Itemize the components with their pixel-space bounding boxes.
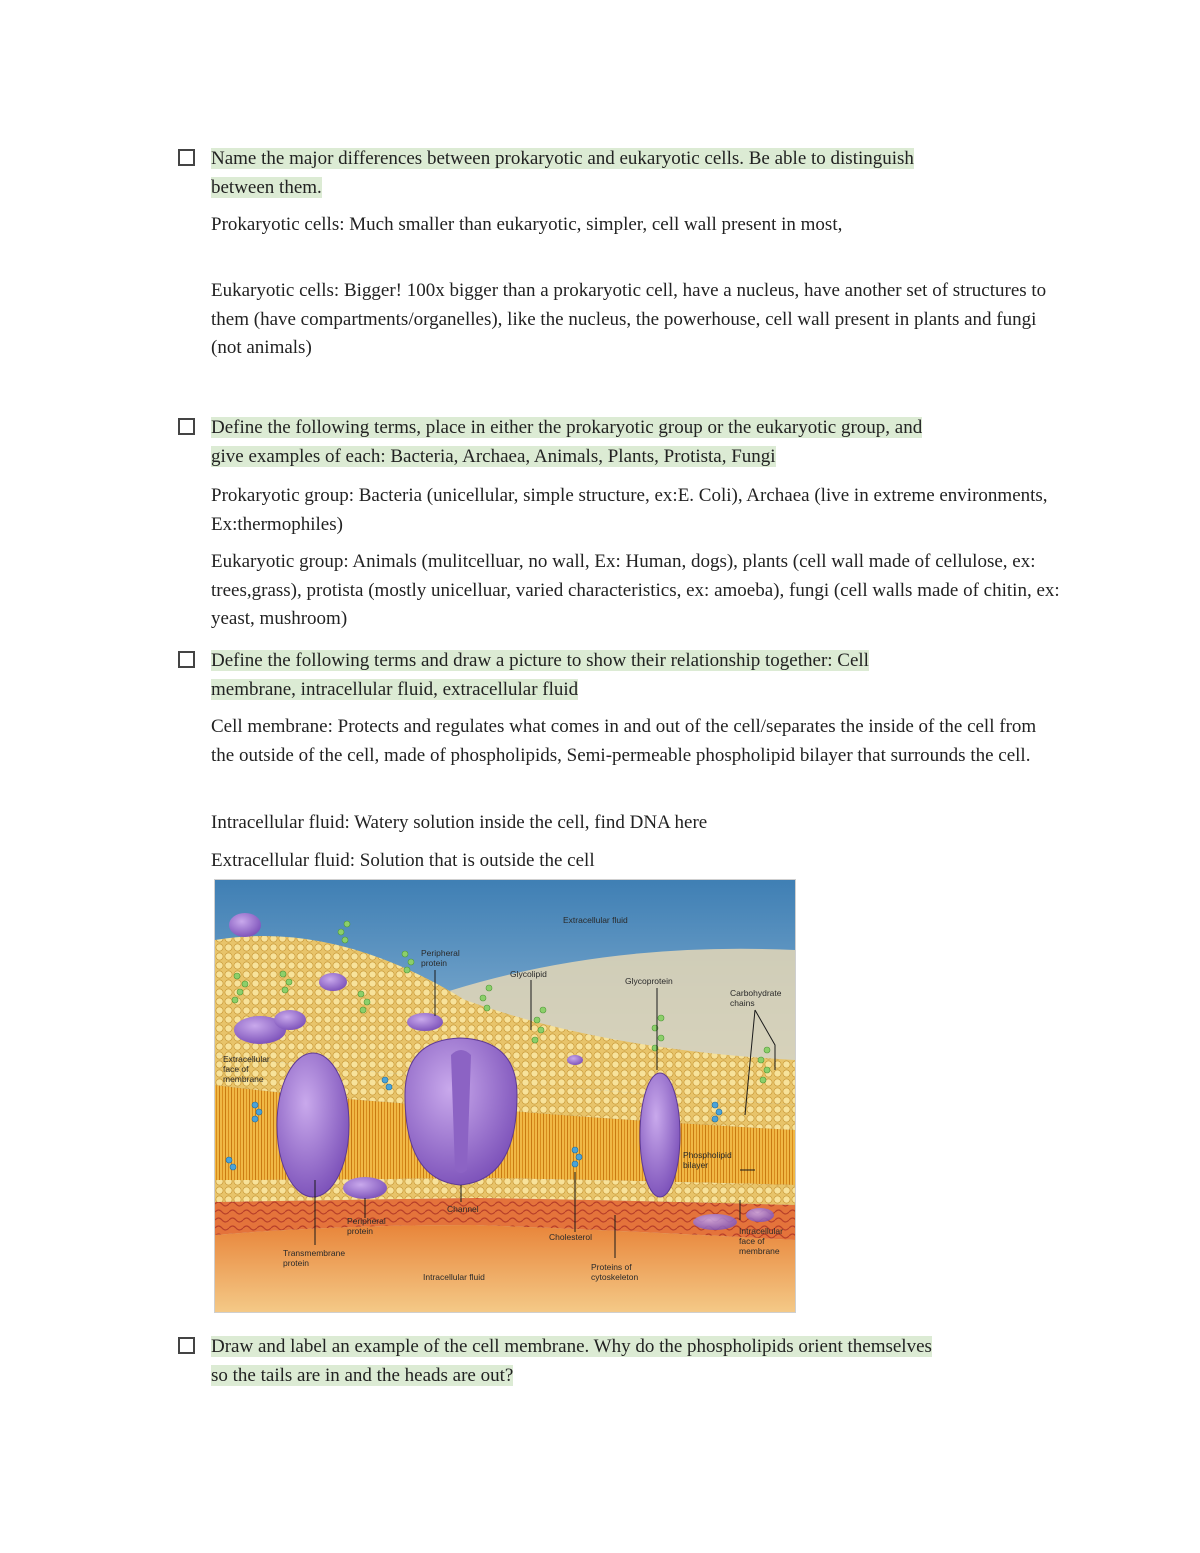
glycoprotein: [640, 1073, 680, 1197]
intracellular-region: [215, 1225, 795, 1312]
answer-prokaryotic-cells: Prokaryotic cells: Much smaller than eukaryotic, simpler, cell wall present in most,: [211, 214, 843, 235]
checkbox-icon[interactable]: [178, 651, 195, 668]
label-cholesterol: Cholesterol: [549, 1232, 592, 1242]
question-4: [178, 1333, 1058, 1390]
question-3-prompt: Define the following terms and draw a picture to show their relationship together: Cell membrane, intracellular fluid, extracellular fluid: [211, 650, 869, 700]
label-intracellular-fluid: Intracellular fluid: [423, 1272, 485, 1282]
label-glycolipid: Glycolipid: [510, 969, 547, 979]
label-glycoprotein: Glycoprotein: [625, 976, 673, 986]
answer-prokaryotic-group: Prokaryotic group: Bacteria (unicellular, simple structure, ex:E. Coli), Archaea (live in extreme environments, Ex:thermophiles): [211, 485, 1048, 535]
label-cytoskeleton: Proteins of: [591, 1262, 632, 1272]
answer-extracellular-fluid: Extracellular fluid: Solution that is outside the cell: [211, 850, 595, 871]
answer-cell-membrane: Cell membrane: Protects and regulates what comes in and out of the cell/separates the inside of the cell from the outside of the cell, made of phospholipids, Semi-permeable phospholipid bilayer that surrounds the cell.: [211, 716, 1037, 766]
checkbox-icon[interactable]: [178, 1337, 195, 1354]
question-2-prompt: Define the following terms, place in either the prokaryotic group or the eukaryotic group, and give examples of each: Bacteria, Archaea, Animals, Plants, Protista, Fungi: [211, 417, 923, 467]
svg-text:bilayer: bilayer: [683, 1160, 709, 1170]
checkbox-icon[interactable]: [178, 149, 195, 166]
label-channel: Channel: [447, 1204, 479, 1214]
question-1: [178, 145, 1058, 202]
label-intracellular-face: Intracellular: [739, 1226, 783, 1236]
svg-text:protein: protein: [347, 1226, 373, 1236]
svg-text:cytoskeleton: cytoskeleton: [591, 1272, 639, 1282]
svg-text:chains: chains: [730, 998, 755, 1008]
question-4-prompt: Draw and label an example of the cell membrane. Why do the phospholipids orient themselves so the tails are in and the heads are out?: [211, 1336, 932, 1386]
answer-eukaryotic-cells: Eukaryotic cells: Bigger! 100x bigger than a prokaryotic cell, have a nucleus, have another set of structures to them (have compartments/organelles), like the nucleus, the powerhouse, cell wall present in plants and fungi (not animals): [211, 280, 1047, 358]
svg-text:face of: face of: [223, 1064, 249, 1074]
label-peripheral-protein-bottom: Peripheral: [347, 1216, 386, 1226]
svg-text:protein: protein: [421, 958, 447, 968]
svg-text:face of: face of: [739, 1236, 765, 1246]
label-peripheral-protein-top: Peripheral: [421, 948, 460, 958]
label-extracellular-face: Extracellular: [223, 1054, 270, 1064]
checkbox-icon[interactable]: [178, 418, 195, 435]
answer-eukaryotic-group: Eukaryotic group: Animals (mulitcelluar, no wall, Ex: Human, dogs), plants (cell wall made of cellulose, ex: trees,grass), protista (mostly unicelluar, varied characteristics, ex: amoeba), fungi (cell walls made of chitin, ex: yeast, mushroom): [211, 551, 1060, 629]
peripheral-protein-bottom: [343, 1177, 387, 1199]
svg-text:membrane: membrane: [739, 1246, 780, 1256]
question-1-prompt: Name the major differences between prokaryotic and eukaryotic cells. Be able to distinguish between them.: [211, 148, 914, 198]
svg-text:protein: protein: [283, 1258, 309, 1268]
label-phospholipid-bilayer: Phospholipid: [683, 1150, 732, 1160]
transmembrane-protein: [277, 1053, 349, 1197]
peripheral-protein-top: [407, 1013, 443, 1031]
cell-membrane-diagram: [214, 879, 796, 1313]
question-2: [178, 414, 1058, 471]
label-carbohydrate-chains: Carbohydrate: [730, 988, 782, 998]
question-3: [178, 647, 1058, 704]
label-extracellular-fluid: Extracellular fluid: [563, 915, 628, 925]
svg-text:membrane: membrane: [223, 1074, 264, 1084]
answer-intracellular-fluid: Intracellular fluid: Watery solution inside the cell, find DNA here: [211, 812, 708, 833]
label-transmembrane-protein: Transmembrane: [283, 1248, 346, 1258]
